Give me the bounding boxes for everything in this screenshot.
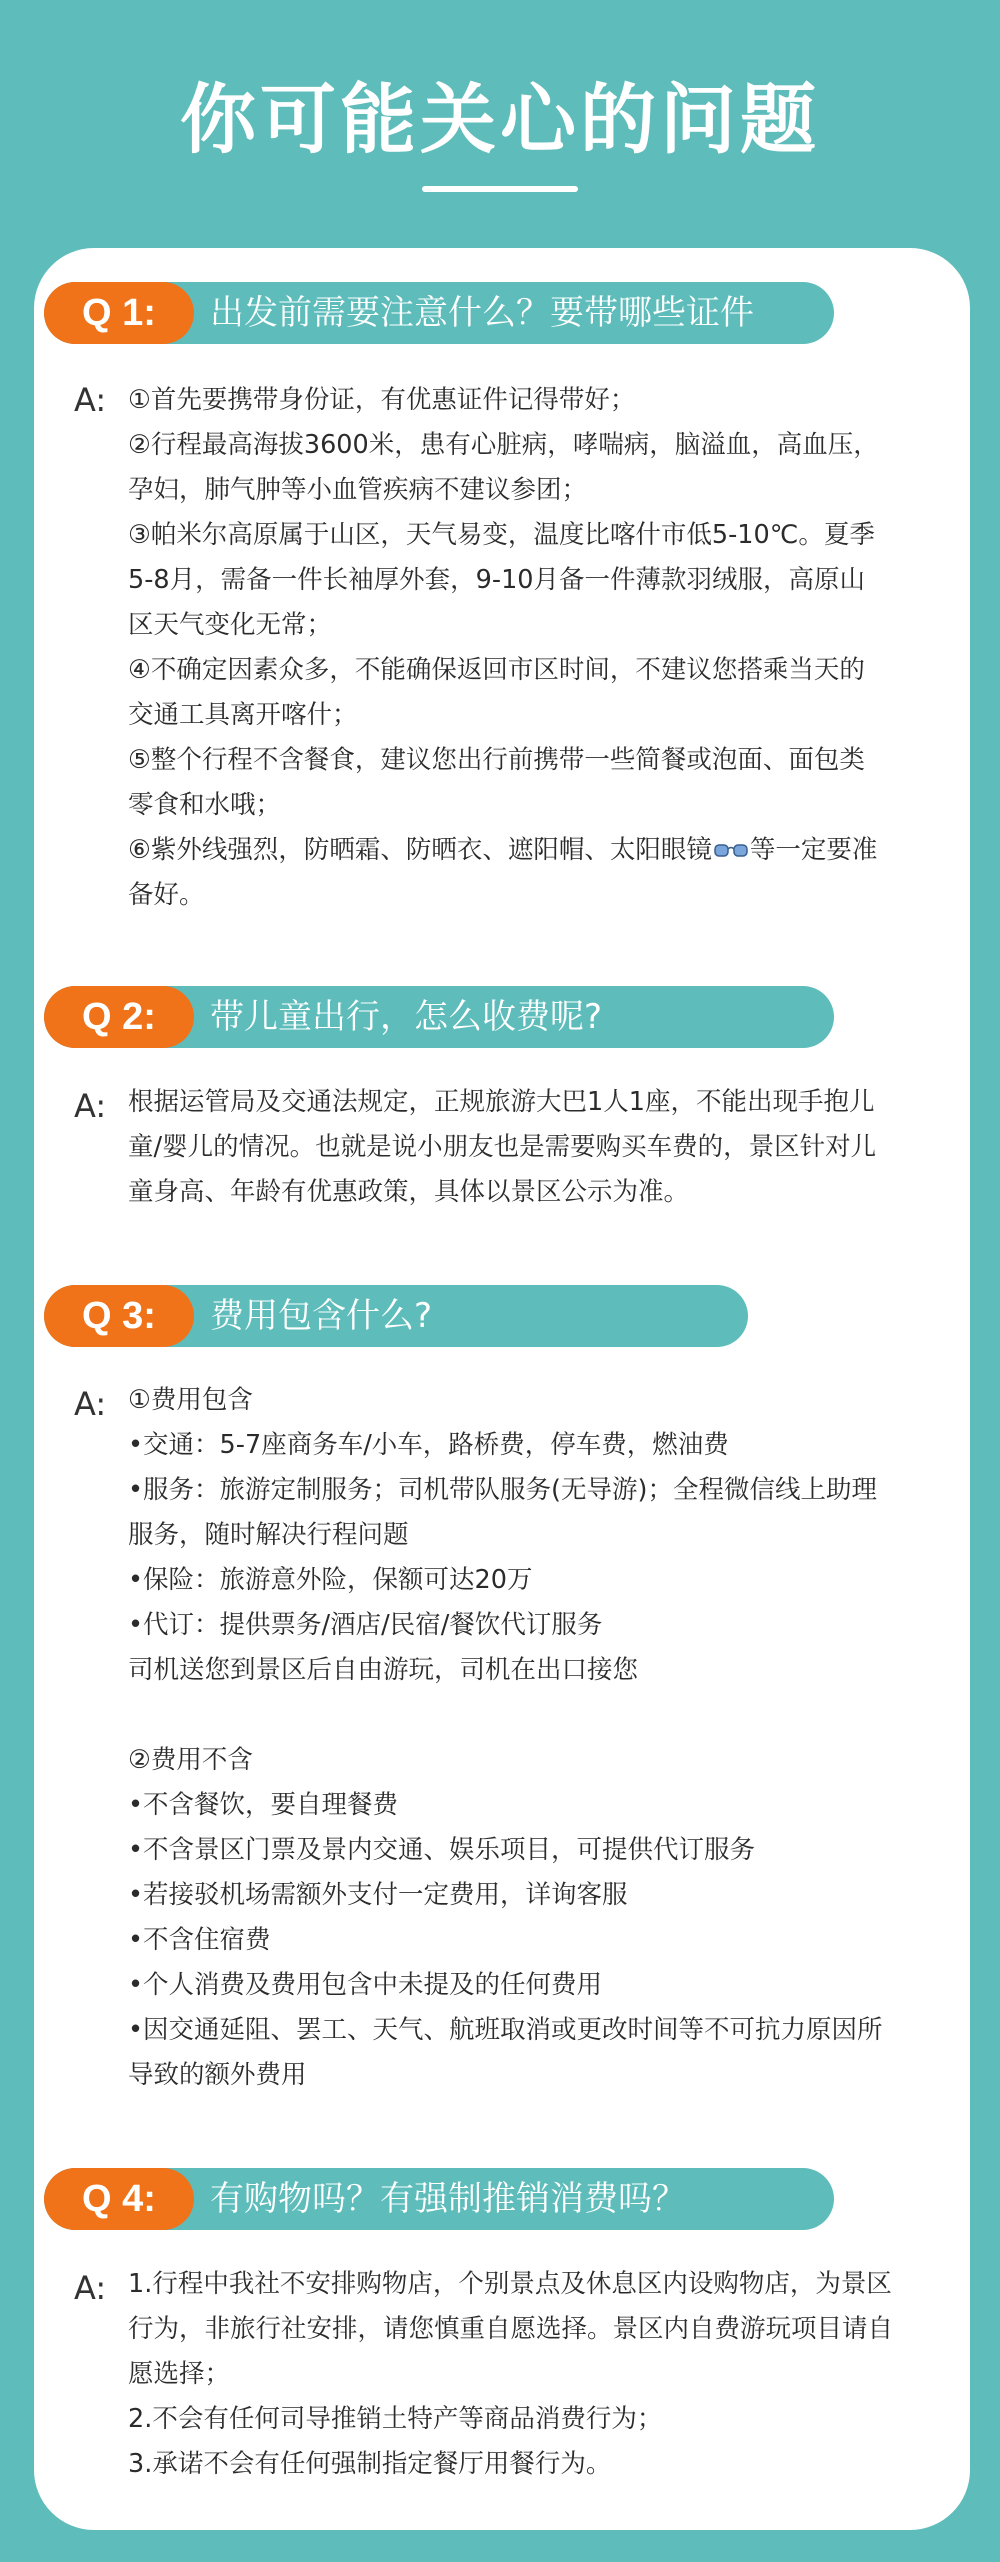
answer-line-uv — [128, 828, 953, 873]
answer-line: •交通：5-7座商务车/小车，路桥费，停车费，燃油费 — [128, 1430, 729, 1460]
answer-mark: A: — [74, 2269, 107, 2307]
answer-line: 交通工具离开喀什； — [128, 700, 358, 730]
answer-line: •服务：旅游定制服务；司机带队服务(无导游)；全程微信线上助理 — [128, 1475, 877, 1505]
answer-line: •不含住宿费 — [128, 1925, 271, 1955]
answer-line: 行为，非旅行社安排，请您慎重自愿选择。景区内自费游玩项目请自 — [128, 2314, 894, 2344]
answer-body-4 — [128, 2262, 953, 2487]
answer-line: 司机送您到景区后自由游玩，司机在出口接您 — [128, 1655, 639, 1685]
answer-line: •代订：提供票务/酒店/民宿/餐饮代订服务 — [128, 1610, 603, 1640]
answer-line: 童身高、年龄有优惠政策，具体以景区公示为准。 — [128, 1177, 690, 1207]
answer-line: •保险：旅游意外险，保额可达20万 — [128, 1565, 533, 1595]
question-text: 出发前需要注意什么？要带哪些证件 — [210, 293, 754, 333]
answer-line — [128, 1693, 953, 1738]
question-text: 带儿童出行，怎么收费呢? — [210, 997, 603, 1037]
question-label: Q 3: — [44, 1285, 194, 1347]
answer-line: 服务，随时解决行程问题 — [128, 1520, 409, 1550]
answer-line: 零食和水哦； — [128, 790, 282, 820]
answer-body-2 — [128, 1080, 953, 1215]
answer-line: ④不确定因素众多，不能确保返回市区时间，不建议您搭乘当天的 — [128, 655, 865, 685]
answer-line: 2.不会有任何司导推销土特产等商品消费行为； — [128, 2404, 663, 2434]
answer-line: 区天气变化无常； — [128, 610, 333, 640]
answer-line: ②行程最高海拔3600米，患有心脏病，哮喘病，脑溢血，高血压， — [128, 430, 879, 460]
answer-line: 孕妇，肺气肿等小血管疾病不建议参团； — [128, 475, 588, 505]
answer-line-uv-text: ⑥紫外线强烈，防晒霜、防晒衣、遮阳帽、太阳眼镜 — [128, 835, 712, 865]
answer-line: •若接驳机场需额外支付一定费用，详询客服 — [128, 1880, 628, 1910]
answer-line: 1.行程中我社不安排购物店，个别景点及休息区内设购物店，为景区 — [128, 2269, 892, 2299]
sunglasses-icon — [714, 842, 748, 860]
answer-line: ②费用不含 — [128, 1745, 253, 1775]
answer-line: 根据运管局及交通法规定，正规旅游大巴1人1座，不能出现手抱儿 — [128, 1087, 875, 1117]
answer-line: 童/婴儿的情况。也就是说小朋友也是需要购买车费的，景区针对儿 — [128, 1132, 877, 1162]
title-underline — [422, 186, 578, 192]
answer-line: ①首先要携带身份证，有优惠证件记得带好； — [128, 385, 636, 415]
question-label: Q 4: — [44, 2168, 194, 2230]
question-label: Q 2: — [44, 986, 194, 1048]
answer-line: ③帕米尔高原属于山区，天气易变，温度比喀什市低5-10℃。夏季 — [128, 520, 875, 550]
answer-mark: A: — [74, 381, 107, 419]
answer-line: •因交通延阻、罢工、天气、航班取消或更改时间等不可抗力原因所 — [128, 2015, 883, 2045]
answer-line: ⑤整个行程不含餐食，建议您出行前携带一些简餐或泡面、面包类 — [128, 745, 865, 775]
answer-mark: A: — [74, 1087, 107, 1125]
question-label: Q 1: — [44, 282, 194, 344]
answer-line: 3.承诺不会有任何强制指定餐厅用餐行为。 — [128, 2449, 612, 2479]
answer-body-1 — [128, 378, 953, 918]
page-title: 你可能关心的问题 — [180, 75, 820, 164]
answer-line: 备好。 — [128, 880, 205, 910]
answer-line: ①费用包含 — [128, 1385, 253, 1415]
answer-line: •个人消费及费用包含中未提及的任何费用 — [128, 1970, 603, 2000]
answer-line: •不含餐饮，要自理餐费 — [128, 1790, 399, 1820]
faq-card — [34, 248, 970, 2530]
answer-line: 愿选择； — [128, 2359, 231, 2389]
question-text: 费用包含什么? — [210, 1296, 433, 1336]
answer-mark: A: — [74, 1385, 107, 1423]
answer-line: 5-8月，需备一件长袖厚外套，9-10月备一件薄款羽绒服，高原山 — [128, 565, 866, 595]
answer-line-uv-suffix: 等一定要准 — [749, 835, 878, 865]
answer-line: •不含景区门票及景内交通、娱乐项目，可提供代订服务 — [128, 1835, 756, 1865]
answer-line: 导致的额外费用 — [128, 2060, 307, 2090]
answer-body-3 — [128, 1378, 953, 2098]
question-text: 有购物吗？有强制推销消费吗？ — [210, 2179, 686, 2219]
